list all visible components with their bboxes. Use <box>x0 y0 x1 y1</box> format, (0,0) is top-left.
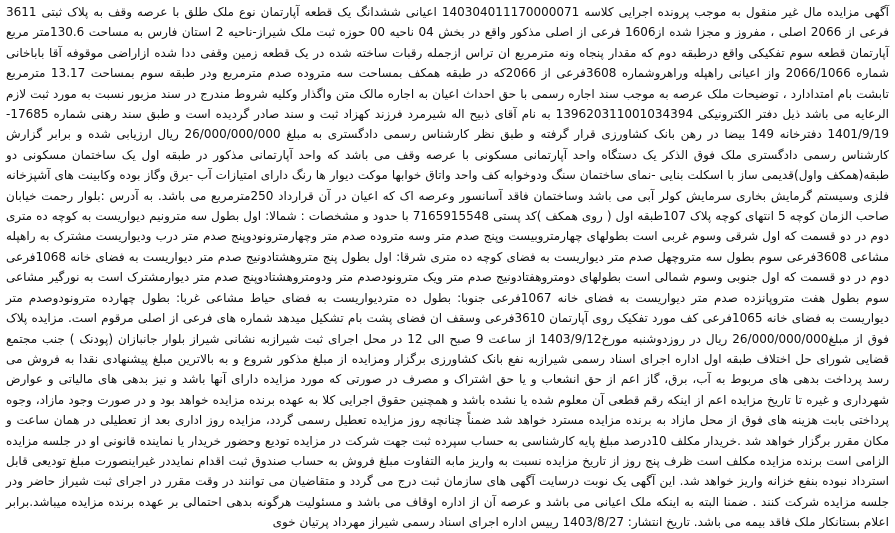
auction-notice <box>6 2 889 533</box>
auction-notice-text: آگهی مزایده مال غیر منقول به موجب پرونده اجرایی کلاسه 140304011170000071 اعیانی ششدانگ یک قطعه آپارتمان نوع ملک طلق با عرصه وقف به پلاک ثبتی 3611 فرعی از 2066 اصلی ، مفروز و مجزا شده از1606 فرعی از اصلی مذکور واقع در بخش 04 ناحیه 00 حوزه ثبت ملک شیراز-ناحیه 2 استان فارس به مساحت 130.6متر مربع آپارتمان قطعه سوم تفکیکی واقع درطبقه دوم که مقدار پنجاه ونه مترمربع ان تراس ازجمله رقبات ساخته شده در یک قطعه زمین وقفی ددا شده ازاراضی موقوفه آقا باباخانی شماره 2066/1066 واز اعیانی راهپله وراهروشماره 3608فرعی از 2066که در طبقه همکف بمساحت سه متروده صدم مترمربع ودر طبقه سوم بمساحت 13.17 مترمربع تابشت بام امتدادارد ، توضیحات ملک عرصه به موجب سند اجاره رسمی با حق احداث اعیان به اجاره مالک متن واگذار وکلیه شروط مندرج در سند مزبور نسبت به مورد ثبت لازم الرعایه می باشد ذیل دفتر الکترونیکی 139620311001034394 به نام آقای ذبیح اله شیرمرد فرزند کهزاد ثبت و سند صادر گردیده است و طبق سند رهنی شماره 17685-1401/9/19 دفترخانه 149 بیضا در رهن بانک کشاورزی قرار گرفته و طبق نظر کارشناس رسمی دادگستری به مبلغ 26/000/000/000 ریال ارزیابی شده و برابر گزارش کارشناس رسمی دادگستری ملک فوق الذکر یک دستگاه واحد آپارتمانی مسکونی با عرصه وقف می باشد که واحد آپارتمانی مذکور در طبقه اول یک ساختمان مسکونی دو طبقه(همکف واول)قدیمی ساز با اسکلت بنایی -نمای ساختمان سنگ ودوخوابه کف واحد واتاق خوابها موکت دیوار ها رنگ دارای امتیازات آب -برق وگاز بوده وکابینت های آشپزخانه فلزی وسیستم گرمایش بخاری سرمایش کولر آبی می باشد وساختمان فاقد آسانسور وعرصه اک که اعیان در آن قرارداد 250مترمربع می باشد. به آدرس :بلوار رحمت خیابان صاحب الزمان کوچه 5 انتهای کوچه پلاک 107طبقه اول ( روی همکف )کد پستی 7165915548 با حدود و مشخصات : شمالا: اول بطول سه مترونیم دیواریست به کوچه ده متری دوم در دو قسمت که اول شرقی وسوم غربی است بطولهای چهارمتروبیست وپنج صدم متر وسه متروده صدم متر وچهارمترونودوپنج صدم متر درب ودیواریست مشترک به راهپله مشاعی 3608فرعی سوم بطول سه متروچهل صدم متر دیواریست به فضای کوچه ده متری شرقا: اول بطول پنج متروهشتادونیج صدم متر دیواریست به فضای خانه 1068فرعی دوم در دو قسمت که اول جنوبی وسوم شمالی است بطولهای دومتروهفتادونیج صدم متر ویک مترونودصدم متر ودومتروهشتادوپنج صدم متر دیوارمشترک است به نورگیر مشاعی سوم بطول هفت متروپانزده صدم متر دیواریست به فضای خانه 1067فرعی جنوبا: بطول ده متردیواریست به فضای حیاط مشاعی غربا: بطول چهارده مترونودوصدم متر دیواریست به فضای خانه 1065فرعی کف مورد تفکیک روی آپارتمان 3610فرعی وسقف ان فضای پشت بام تشکیل میدهد شماره های فرعی از اصلی مرقوم است. مزایده پلاک فوق از مبلغ26/000/000/000 ریال در روزدوشنبه مورخ1403/9/12 از ساعت 9 صبح الی 12 در محل اجرای ثبت شیرازبه نشانی شیراز بلوار جانبازان (پودنک ) جنب مجتمع قضایی شورای حل اختلاف طبقه اول اداره اجرای اسناد رسمی شیرازبه نفع بانک کشاورزی برگزار ومزایده از مبلغ مذکور شروع و به بالاترین مبلغ پیشنهادی نقدا به فروش می رسد پرداخت بدهی های مربوط به آب، برق، گاز اعم از حق انشعاب و یا حق اشتراک و مصرف در صورتی که مورد مزایده دارای آنها باشد و نیز بدهی های مالیاتی و عوارض شهرداری و غیره تا تاریخ مزایده اعم از اینکه رقم قطعی آن معلوم شده یا نشده باشد و همچنین حقوق اجرایی کلا به عهده برنده مزایده خواهد بود و در صورت وجود مازاد، وجوه پرداختی بابت هزینه های فوق از محل مازاد به برنده مزایده مسترد خواهد شد ضمناً چنانچه روز مزایده تعطیل رسمی گردد، مزایده روز اداری بعد از تعطیلی در همان ساعت و مکان مقرر برگزار خواهد شد .خریدار مکلف 10درصد مبلغ پایه کارشناسی به حساب سپرده ثبت جهت شرکت در مزایده تودیع وحضور خریدار یا نماینده قانونی او در جلسه مزایده الزامی است برنده مزایده مکلف است ظرف پنج روز از تاریخ مزایده نسبت به واریز مابه التفاوت مبلغ فروش به حساب صندوق ثبت اقدام نمایددر غیراینصورت مبلغ تودیعی قابل استرداد نبوده بنفع خزانه واریز خواهد شد. این آگهی یک نوبت درسایت آگهی های سازمان ثبت درج می گردد و متقاضیان می توانند در وقت مقرر در اجرای ثبت شیراز حاضر ودر جلسه مزایده شرکت کنند . ضمنا البته به اینکه ملک اعیانی می باشد و عرصه آن از اداره اوقاف می باشد و مسئولیت هرگونه بدهی احتمالی بر عهده برنده مزایده میباشد.برابر اعلام بستانکار ملک فاقد بیمه می باشد. تاریخ انتشار: 1403/8/27 رییس اداره اجرای اسناد رسمی شیراز مهرداد پرتیان خوی <box>6 5 890 530</box>
